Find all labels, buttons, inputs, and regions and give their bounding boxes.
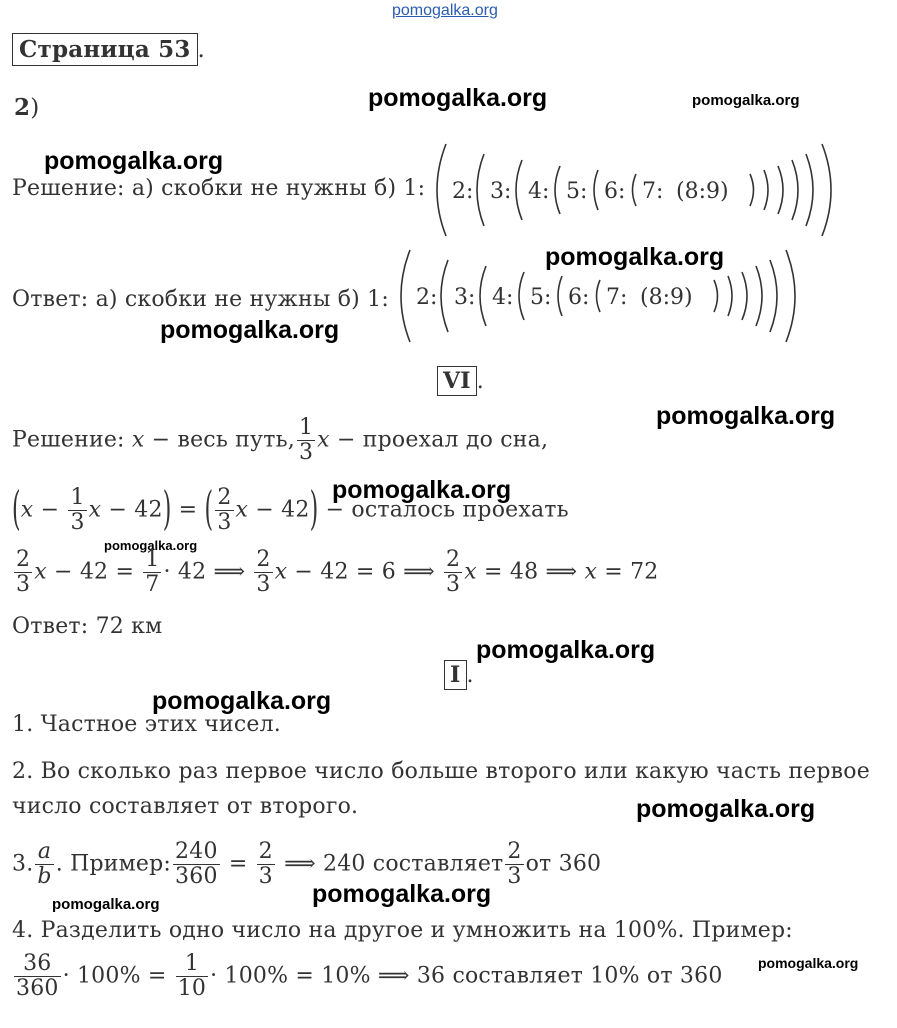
section-i-item-1: 1. Частное этих чисел. bbox=[12, 712, 281, 737]
watermark: pomogalka.org bbox=[160, 316, 340, 344]
frac-num: 240 bbox=[175, 839, 218, 864]
section-i-item-3: 3. $\frac{a}{b}$ . Пример: $\frac{240}{360}$ = $\frac{2}{3}$ ⟹ 240 составляет $\frac{2}{3}$ от 360 bbox=[12, 839, 602, 890]
paren-right: ) bbox=[309, 484, 319, 537]
frac-den: 360 bbox=[16, 976, 59, 1002]
var-x: x bbox=[88, 497, 102, 523]
watermark: pomogalka.org bbox=[368, 84, 548, 112]
var-x: x bbox=[464, 559, 477, 585]
item3-number: 3. bbox=[12, 851, 34, 877]
frac-num: 2 bbox=[256, 547, 271, 572]
fraction-two-thirds bbox=[14, 548, 32, 597]
task2-answer-text: Ответ: а) скобки не нужны б) 1: bbox=[12, 287, 389, 312]
item4-mid1: · 100% = bbox=[62, 963, 167, 989]
fraction-one-seventh bbox=[143, 548, 161, 597]
paren-right-1 bbox=[786, 250, 795, 342]
paren-left-5 bbox=[594, 170, 598, 210]
part-2: 2: bbox=[452, 179, 474, 204]
var-x: x bbox=[584, 559, 598, 585]
watermark: pomogalka.org bbox=[152, 687, 332, 715]
item3-mid: 240 составляет bbox=[323, 851, 504, 877]
task-number-paren: ) bbox=[30, 95, 40, 121]
task-number bbox=[14, 94, 39, 121]
frac-den: 3 bbox=[446, 572, 461, 598]
section-vi-dot: . bbox=[476, 369, 484, 394]
frac-den: 3 bbox=[507, 864, 522, 890]
paren-right-6 bbox=[714, 280, 718, 312]
frac-num: 1 bbox=[298, 415, 314, 440]
paren-right-3 bbox=[756, 266, 762, 326]
part-3: 3: bbox=[490, 179, 512, 204]
var-x: x bbox=[34, 559, 47, 585]
fraction-one-third bbox=[68, 486, 86, 535]
nested-brackets-answer bbox=[396, 246, 801, 346]
num-42: 42 bbox=[79, 559, 109, 585]
frac-den: b bbox=[37, 864, 52, 890]
frac-den: 10 bbox=[177, 976, 207, 1002]
watermark: pomogalka.org bbox=[104, 538, 198, 553]
part-8-9: (8:9) bbox=[640, 285, 693, 310]
section-i-item-2-line-1: 2. Во сколько раз первое число больше второго или какую часть первое bbox=[12, 759, 870, 784]
page-header-label: Страница 53 bbox=[12, 33, 198, 66]
fraction-36-over-360 bbox=[14, 952, 61, 1001]
paren-right-1 bbox=[822, 144, 831, 236]
vi-var-x: x bbox=[317, 427, 330, 453]
item3-suffix: от 360 bbox=[525, 851, 602, 877]
var-x: x bbox=[235, 497, 249, 523]
vi-line-2: (x − $\frac{1}{3}$ x − 42) = ( $\frac{2}{3}$ x − 42) − осталось проехать bbox=[12, 484, 569, 537]
fraction-1-over-10 bbox=[176, 952, 208, 1001]
frac-num: 36 bbox=[14, 952, 61, 977]
frac-num: 1 bbox=[145, 547, 160, 572]
page-header bbox=[12, 36, 205, 63]
section-vi-header bbox=[437, 368, 484, 394]
frac-num: 2 bbox=[446, 547, 461, 572]
num-48: 48 bbox=[509, 559, 539, 585]
watermark: pomogalka.org bbox=[758, 955, 859, 971]
task-number-value: 2 bbox=[14, 94, 31, 121]
section-i-label: I bbox=[444, 660, 467, 690]
vi-line-3: $\frac{2}{3}$ x − 42 = $\frac{1}{7}$ · 42 ⟹ $\frac{2}{3}$ x − 42 = 6 ⟹ $\frac{2}{3}$ x = 48 ⟹ x = 72 bbox=[16, 547, 659, 598]
vi-var-x: x bbox=[131, 427, 145, 453]
section-i-dot: . bbox=[466, 663, 474, 688]
paren-left-6 bbox=[633, 174, 637, 206]
paren-right: ) bbox=[162, 484, 172, 537]
paren-left-3 bbox=[480, 266, 486, 326]
paren-left-1 bbox=[437, 144, 446, 236]
num-72: 72 bbox=[630, 559, 659, 585]
fraction-a-over-b bbox=[35, 840, 53, 889]
paren-left-4 bbox=[555, 166, 560, 214]
paren-right-6 bbox=[750, 174, 754, 206]
part-4: 4: bbox=[528, 179, 550, 204]
fraction-240-over-360 bbox=[173, 840, 220, 889]
frac-num: 1 bbox=[70, 485, 85, 510]
watermark: pomogalka.org bbox=[656, 402, 836, 430]
watermark: pomogalka.org bbox=[44, 147, 224, 175]
vi-line1-prefix: Решение: bbox=[12, 427, 132, 453]
fraction-two-thirds bbox=[257, 840, 275, 889]
paren-right-2 bbox=[806, 154, 813, 226]
page-header-dot: . bbox=[197, 37, 206, 63]
part-3: 3: bbox=[454, 285, 476, 310]
paren-right-4 bbox=[742, 272, 747, 320]
paren-right-5 bbox=[764, 170, 768, 210]
nested-brackets-solution bbox=[432, 138, 837, 242]
frac-den: 7 bbox=[145, 572, 160, 598]
paren-left: ( bbox=[204, 484, 214, 537]
watermark: pomogalka.org bbox=[52, 896, 160, 913]
paren-left-3 bbox=[516, 160, 522, 220]
paren-left-4 bbox=[519, 272, 524, 320]
num-42: 42 bbox=[134, 497, 163, 523]
paren-right-2 bbox=[770, 260, 777, 332]
frac-num: 2 bbox=[16, 547, 31, 572]
fraction-two-thirds bbox=[254, 548, 272, 597]
vi-answer: Ответ: 72 км bbox=[12, 614, 163, 639]
num-42: 42 bbox=[281, 497, 310, 523]
fraction-two-thirds bbox=[215, 486, 233, 535]
frac-num: 2 bbox=[258, 839, 273, 864]
section-i-item-2-line-2: число составляет от второго. bbox=[12, 794, 359, 819]
section-vi-label: VI bbox=[437, 366, 477, 396]
part-6: 6: bbox=[568, 285, 590, 310]
section-i-header bbox=[444, 662, 474, 688]
num-42: 42 bbox=[177, 559, 207, 585]
frac-den: 3 bbox=[16, 572, 31, 598]
vi-line1-mid: − весь путь, bbox=[144, 427, 295, 453]
paren-right-5 bbox=[728, 276, 732, 316]
part-5: 5: bbox=[530, 285, 552, 310]
frac-den: 360 bbox=[175, 864, 218, 890]
task2-solution-text: Решение: а) скобки не нужны б) 1: bbox=[12, 176, 426, 201]
var-x: x bbox=[274, 559, 288, 585]
watermark: pomogalka.org bbox=[692, 92, 800, 109]
watermark: pomogalka.org bbox=[312, 880, 492, 908]
watermark: pomogalka.org bbox=[636, 795, 816, 823]
fraction-two-thirds bbox=[505, 840, 523, 889]
vi-line-1 bbox=[12, 416, 548, 465]
vi-line2-suffix: − осталось проехать bbox=[325, 497, 569, 523]
frac-den: 3 bbox=[256, 572, 271, 598]
num-42: 42 bbox=[320, 559, 349, 585]
frac-den: 3 bbox=[70, 510, 85, 536]
var-x: x bbox=[20, 497, 34, 523]
vi-line1-suffix: − проехал до сна, bbox=[329, 427, 549, 453]
frac-num: 2 bbox=[507, 839, 522, 864]
paren-right-4 bbox=[778, 166, 783, 214]
frac-num: a bbox=[35, 840, 53, 865]
part-6: 6: bbox=[604, 179, 626, 204]
part-8-9: (8:9) bbox=[676, 179, 729, 204]
watermark: pomogalka.org bbox=[332, 476, 512, 504]
part-5: 5: bbox=[566, 179, 588, 204]
item3-example-label: . Пример: bbox=[55, 851, 172, 877]
section-i-item-4-line-2 bbox=[12, 952, 723, 1001]
frac-den: 3 bbox=[217, 510, 232, 536]
part-4: 4: bbox=[492, 285, 514, 310]
paren-left-2 bbox=[477, 154, 484, 226]
frac-den: 3 bbox=[298, 440, 314, 466]
paren-left-5 bbox=[558, 276, 562, 316]
section-i-item-4-line-1: 4. Разделить одно число на другое и умножить на 100%. Пример: bbox=[12, 918, 793, 943]
paren-left-1 bbox=[401, 250, 410, 342]
frac-num: 2 bbox=[217, 485, 232, 510]
paren-left-6 bbox=[597, 280, 601, 312]
paren-left-2 bbox=[441, 260, 448, 332]
item4-mid2: · 100% = 10% ⟹ 36 составляет 10% от 360 bbox=[210, 963, 723, 989]
num-6: 6 bbox=[381, 559, 396, 585]
fraction-two-thirds bbox=[444, 548, 462, 597]
paren-left: ( bbox=[12, 484, 21, 537]
part-7: 7: bbox=[642, 179, 664, 204]
watermark-top-link[interactable]: pomogalka.org bbox=[392, 2, 498, 19]
frac-den: 3 bbox=[258, 864, 273, 890]
watermark: pomogalka.org bbox=[476, 636, 656, 664]
part-7: 7: bbox=[606, 285, 628, 310]
frac-num: 1 bbox=[176, 952, 208, 977]
paren-right-3 bbox=[792, 160, 798, 220]
part-2: 2: bbox=[416, 285, 438, 310]
fraction-one-third bbox=[297, 416, 315, 465]
watermark: pomogalka.org bbox=[545, 243, 725, 271]
